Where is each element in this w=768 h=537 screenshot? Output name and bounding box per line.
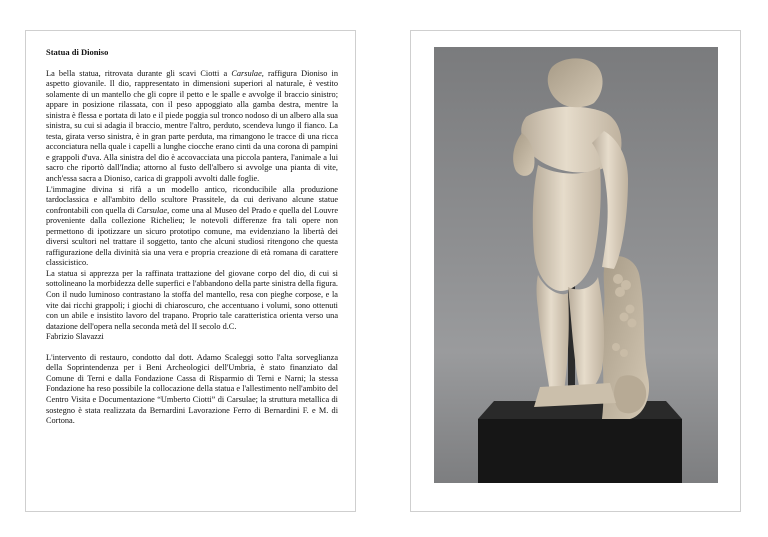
body-paragraph: La bella statua, ritrovata durante gli scavi Ciotti a Carsulae, raffigura Dioniso in aspetto giovanile. Il dio, rappresentato in dimensioni superiori al naturale, è vestito solamente di un mantello che gli copre il petto e le spalle e avvolge il braccio sinistro; appare in posizione rilassata, con il peso appoggiato alla gamba destra, mentre la sinistra è flessa e portata di lato e il piede poggia sul tronco nodoso di un albero alla sua sinistra, su cui si adagia il braccio, mentre l'altro, perduto, scendeva lungo il fianco. La testa, girata verso sinistra, è in gran parte perduta, ma rimangono le tracce di una ricca acconciatura nella quale i capelli a lunghe ciocche erano cinti da una corona di pampini e grappoli d'uva. Alla sinistra del dio è accovacciata una piccola pantera, l'animale a lui sacro che riportò dall'India; attorno al fusto dell'albero si avvolge una pianta di vite, anch'essa sacra a Dioniso, carica di grappoli avvolti dalle foglie.: [46, 68, 338, 184]
section-spacer: [46, 343, 338, 353]
statue-photo: [434, 47, 718, 483]
article: [46, 47, 338, 427]
author-signature: Fabrizio Slavazzi: [46, 332, 104, 342]
place-name-italic: Carsulae: [136, 205, 168, 215]
statue-illustration: [434, 47, 718, 483]
body-paragraph: La statua si apprezza per la raffinata trattazione del giovane corpo del dio, di cui si sottolineano la morbidezza delle superfici e l'abbandono della parte sinistra della figura. Con il nudo luminoso contrastano la stoffa del mantello, resa con pieghe corpose, e la vite dai ricchi grappoli; i giochi di chiaroscuro, che accentuano i volumi, sono ottenuti con un abile e insistito lavoro del trapano. Proprio tale caratteristica orienta verso una datazione dell'opera nella seconda metà del II secolo d.C.: [46, 268, 338, 331]
statue-base: [534, 383, 616, 407]
head-fragment: [548, 58, 603, 107]
credits-paragraph: L'intervento di restauro, condotto dal dott. Adamo Scaleggi sotto l'alta sorveglianza della Soprintendenza per i Beni Archeologici dell'Umbria, è stato finanziato dal Comune di Terni e dalla Fondazione Cassa di Risparmio di Terni e Narni; la stessa Fondazione ha reso possibile la collocazione della statua e l'allestimento nell'ambito del Centro Visita e Documentazione “Umberto Ciotti” di Carsulae; la struttura metallica di sostegno è stata realizzata da Bernardini Lavorazione Ferro di Bernardini F. e M. di Cortona.: [46, 352, 338, 426]
torso: [533, 165, 601, 291]
right-leg: [537, 275, 569, 393]
body-paragraph: L'immagine divina si rifà a un modello antico, riconducibile alla produzione tardoclassica e all'ambito dello scultore Prassitele, da cui derivano alcune statue confrontabili con quella di Carsulae, come una al Museo del Prado e quella del Louvre proveniente dalla collezione Richelieu; le notevoli differenze fra tali opere non permettono di ipotizzare un sicuro prototipo comune, ma evidenziano la libertà dei diversi scultori nel trattare il soggetto, tanto che alcuni studiosi ritengono che questa raffigurazione della divinità sia una vera e propria creazione di età romana di carattere classicistico.: [46, 184, 338, 268]
pedestal-block: [478, 419, 682, 483]
article-body: [46, 69, 338, 343]
image-page: [410, 30, 741, 512]
article-title: Statua di Dioniso: [46, 47, 109, 57]
text-page: [25, 30, 356, 512]
place-name-italic: Carsulae: [231, 68, 262, 78]
